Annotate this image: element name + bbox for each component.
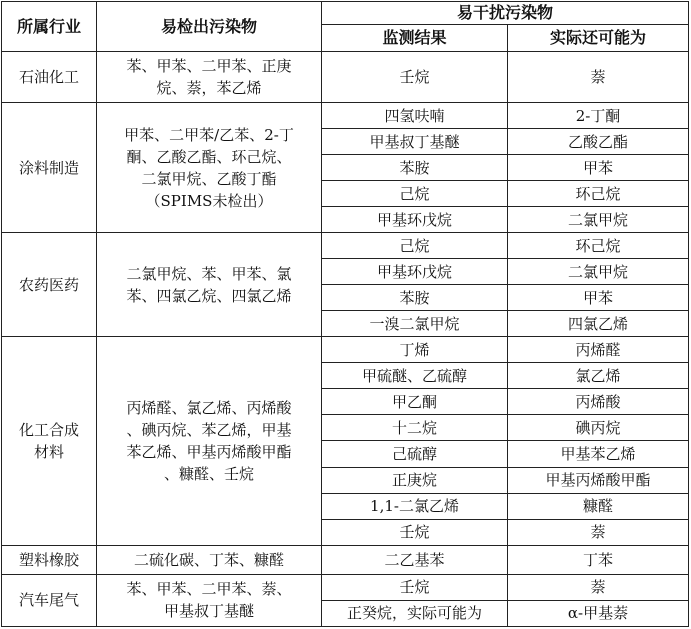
industry-cell: 汽车尾气 <box>2 574 97 626</box>
header-row-1 <box>2 2 689 25</box>
actual-cell: 氯乙烯 <box>508 363 689 389</box>
actual-cell: 甲苯 <box>508 285 689 311</box>
actual-cell: 二氯甲烷 <box>508 207 689 233</box>
result-cell: 四氢呋喃 <box>322 103 508 129</box>
pollutant-line: 苯、甲苯、二甲苯、正庚 <box>126 57 292 76</box>
pollutant-line: 二氯甲烷、乙酸丁酯 <box>141 169 277 188</box>
actual-cell: 碘丙烷 <box>508 415 689 441</box>
industry-cell <box>2 337 97 545</box>
result-cell: 壬烷 <box>322 574 508 600</box>
pollutant-table <box>1 1 689 627</box>
actual-cell: 环己烷 <box>508 233 689 259</box>
pollutant-line: 、糠醛、壬烷 <box>163 464 254 483</box>
actual-cell: 萘 <box>508 52 689 103</box>
actual-cell: 四氯乙烯 <box>508 311 689 337</box>
header-monitoring-result: 监测结果 <box>322 25 508 52</box>
industry-line: 材料 <box>33 442 64 461</box>
pollutant-line: 烷、萘，苯乙烯 <box>156 79 262 98</box>
result-cell: 甲硫醚、乙硫醇 <box>322 363 508 389</box>
result-cell: 己烷 <box>322 181 508 207</box>
pollutants-cell <box>97 574 322 626</box>
pollutant-line: 苯乙烯、甲基丙烯酸甲酯 <box>126 442 292 461</box>
result-cell: 壬烷 <box>322 52 508 103</box>
table-row <box>2 337 689 363</box>
actual-cell: 乙酸乙酯 <box>508 129 689 155</box>
actual-cell: 甲基苯乙烯 <box>508 441 689 467</box>
result-cell: 二乙基苯 <box>322 545 508 574</box>
result-cell: 苯胺 <box>322 285 508 311</box>
pollutant-line: （SPIMS未检出） <box>145 191 273 210</box>
pollutant-line: 、碘丙烷、苯乙烯，甲基 <box>126 420 292 439</box>
pollutants-cell <box>97 337 322 545</box>
result-cell: 丁烯 <box>322 337 508 363</box>
pollutants-cell <box>97 233 322 337</box>
table-row <box>2 103 689 129</box>
actual-cell: 2-丁酮 <box>508 103 689 129</box>
header-industry: 所属行业 <box>2 2 97 52</box>
header-actual-possible: 实际还可能为 <box>508 25 689 52</box>
actual-cell: 二氯甲烷 <box>508 259 689 285</box>
result-cell: 正庚烷 <box>322 467 508 493</box>
result-cell: 十二烷 <box>322 415 508 441</box>
table-row <box>2 574 689 600</box>
pollutants-cell <box>97 103 322 233</box>
industry-cell: 石油化工 <box>2 52 97 103</box>
actual-cell: 环己烷 <box>508 181 689 207</box>
header-interfering-pollutants: 易干扰污染物 <box>322 2 689 25</box>
actual-cell: 糠醛 <box>508 493 689 519</box>
actual-cell: α-甲基萘 <box>508 600 689 626</box>
pollutant-line: 甲苯、二甲苯/乙苯、2-丁 <box>124 125 294 144</box>
pollutant-line: 二氯甲烷、苯、甲苯、氯 <box>126 264 292 283</box>
result-cell: 一溴二氯甲烷 <box>322 311 508 337</box>
table-row <box>2 52 689 103</box>
industry-line: 化工合成 <box>18 420 79 439</box>
actual-cell: 丁苯 <box>508 545 689 574</box>
industry-cell: 涂料制造 <box>2 103 97 233</box>
actual-cell: 甲苯 <box>508 155 689 181</box>
pollutants-cell: 二硫化碳、丁苯、糠醛 <box>97 545 322 574</box>
pollutant-line: 丙烯醛、氯乙烯、丙烯酸 <box>126 398 292 417</box>
result-cell: 甲乙酮 <box>322 389 508 415</box>
actual-cell: 萘 <box>508 574 689 600</box>
result-cell: 壬烷 <box>322 519 508 545</box>
pollutant-line: 甲基叔丁基醚 <box>163 602 254 621</box>
table-row <box>2 545 689 574</box>
result-cell: 正癸烷，实际可能为 <box>322 600 508 626</box>
pollutant-line: 酮、乙酸乙酯、环己烷、 <box>126 147 292 166</box>
result-cell: 甲基环戊烷 <box>322 259 508 285</box>
actual-cell: 甲基丙烯酸甲酯 <box>508 467 689 493</box>
table-row <box>2 233 689 259</box>
industry-cell: 塑料橡胶 <box>2 545 97 574</box>
result-cell: 1,1-二氯乙烯 <box>322 493 508 519</box>
result-cell: 甲基叔丁基醚 <box>322 129 508 155</box>
actual-cell: 丙烯醛 <box>508 337 689 363</box>
actual-cell: 丙烯酸 <box>508 389 689 415</box>
industry-cell: 农药医药 <box>2 233 97 337</box>
header-detected-pollutants: 易检出污染物 <box>97 2 322 52</box>
pollutant-line: 苯、四氯乙烷、四氯乙烯 <box>126 286 292 305</box>
result-cell: 己烷 <box>322 233 508 259</box>
actual-cell: 萘 <box>508 519 689 545</box>
result-cell: 苯胺 <box>322 155 508 181</box>
result-cell: 己硫醇 <box>322 441 508 467</box>
pollutants-cell <box>97 52 322 103</box>
result-cell: 甲基环戊烷 <box>322 207 508 233</box>
pollutant-line: 苯、甲苯、二甲苯、萘、 <box>126 580 292 599</box>
